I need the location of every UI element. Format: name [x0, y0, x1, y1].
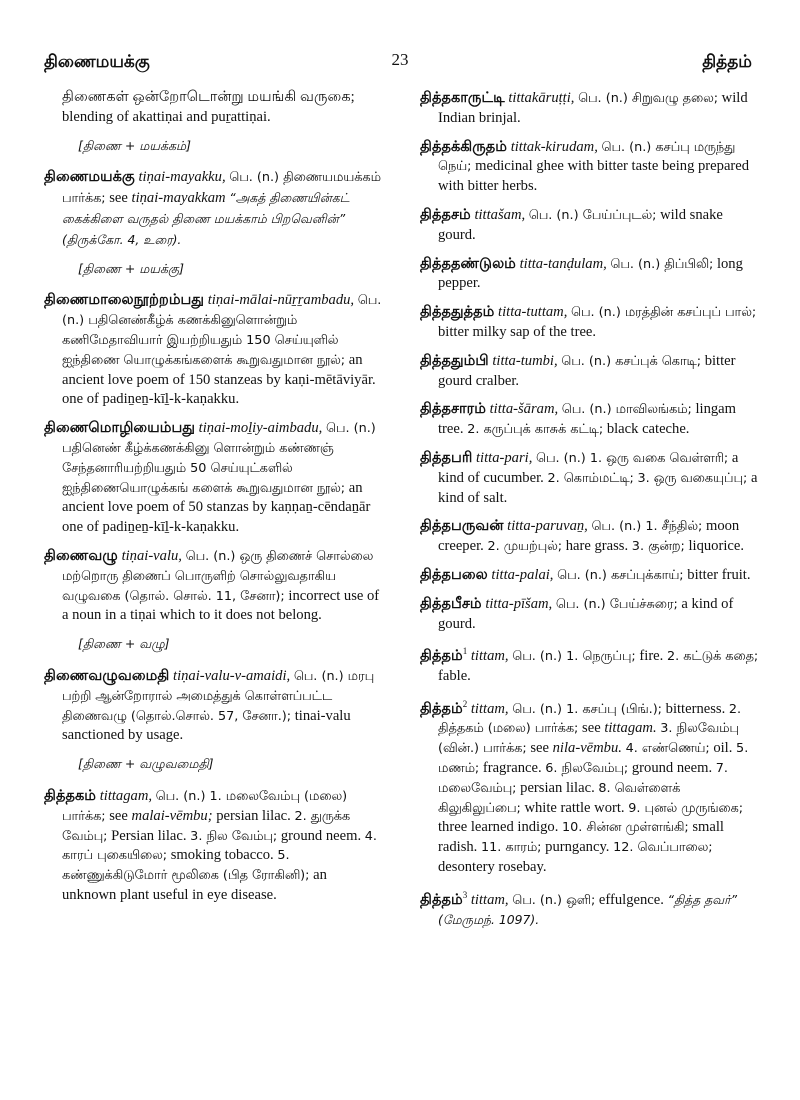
english-definition: fire.	[639, 648, 664, 665]
headword: தித்தகம்	[44, 786, 97, 804]
headword: தித்தபருவன்	[420, 517, 504, 535]
transliteration: tiṇai-mayakku,	[138, 169, 226, 186]
page-number: 23	[391, 50, 409, 69]
tamil-definition: 4. காரப் புகையிலை;	[62, 828, 377, 864]
transliteration: titta-paruvaṉ,	[507, 518, 588, 535]
english-definition: fragrance.	[482, 760, 542, 777]
headword: தித்தம்	[420, 890, 463, 908]
english-definition: wild snake gourd.	[438, 206, 723, 243]
english-definition: an ancient love poem of 150 stanzeas by kaṇi-mētāviyār. one of padiṉeṉ-kīḻ-k-kaṇakku.	[62, 351, 376, 408]
english-text: see	[582, 720, 601, 737]
english-definition: an ancient love poem of 50 stanzas by kaṇṇaṉ-cēndaṉār one of padiṉeṉ-kīḻ-k-kaṇakku.	[62, 479, 371, 536]
dictionary-entry	[44, 418, 384, 538]
english-definition: a kind of gourd.	[438, 595, 734, 632]
transliteration: tittam,	[470, 700, 509, 717]
dictionary-entry	[420, 302, 760, 343]
homonym-number: 2	[462, 698, 468, 709]
transliteration: tittašam,	[474, 206, 526, 223]
dictionary-entry	[44, 786, 384, 906]
english-definition: Persian lilac.	[111, 827, 187, 844]
headword: தித்தபலை	[420, 565, 488, 583]
tamil-definition: 12. வெப்பாலை;	[613, 840, 713, 856]
headword: தித்தபீசம்	[420, 594, 482, 612]
tamil-definition: 8. வெள்ளைக் கிலுகிலுப்பை;	[438, 780, 681, 816]
dictionary-entry	[420, 88, 760, 129]
headword: திணைமயக்கு	[44, 168, 135, 186]
tamil-definition: 2. துருக்க வேம்பு;	[62, 808, 351, 844]
english-definition: medicinal ghee with bitter taste being prepared with bitter herbs.	[438, 158, 750, 195]
english-definition: oil.	[713, 740, 733, 757]
english-definition: bitter gourd cralber.	[438, 352, 736, 389]
transliteration: tiṇai-mayakkam	[131, 190, 226, 207]
english-definition: persian lilac.	[216, 807, 291, 824]
headword: திணைவழுவமைதி	[44, 666, 170, 684]
tamil-definition: பெ. (n.) கசப்பு மருந்து நெய்;	[438, 139, 736, 175]
english-definition: persian lilac.	[520, 779, 595, 796]
transliteration: tiṇai-moḻiy-aimbadu,	[198, 420, 323, 437]
dictionary-entry	[420, 399, 760, 440]
headword: தித்தபரி	[420, 448, 473, 466]
transliteration: tittak-kirudam,	[510, 138, 598, 155]
tamil-definition: 5. கண்ணுக்கிடுமோர் மூலிகை (பித ரோகினி);	[62, 848, 310, 884]
etymology: [திணை + வழுவமைதி]	[78, 756, 214, 772]
english-definition: fable.	[438, 667, 471, 684]
tamil-definition: பெ. (n.) பேய்ப்புடல்;	[528, 207, 657, 223]
dictionary-entry	[420, 351, 760, 392]
english-definition: effulgence.	[598, 891, 664, 908]
english-definition: hare grass.	[565, 538, 629, 555]
tamil-definition: 11. காரம்;	[480, 840, 542, 856]
english-definition: purngancy.	[545, 839, 610, 856]
tamil-definition: பெ. (n.) ஒளி;	[512, 892, 596, 908]
tamil-definition: பெ. (n.) மரபு பற்றி ஆன்றோரால் அமைத்துக் கொள்ளப்பட்ட திணைவழு (தொல்.சொல். 57, சேனா.);	[62, 668, 375, 724]
tamil-definition: பெ. (n.) 1. மலைவேம்பு (மலை) பார்க்க;	[62, 788, 348, 824]
english-definition: moon creeper.	[438, 518, 740, 555]
dictionary-entry	[420, 448, 760, 508]
tamil-definition: 5. மணம்;	[438, 741, 749, 777]
tamil-definition: 3. குன்ற;	[631, 539, 685, 555]
homonym-number: 3	[462, 889, 468, 900]
english-definition: an unknown plant useful in eye disease.	[62, 867, 327, 903]
dictionary-entry	[44, 666, 384, 746]
english-definition: ground neem.	[631, 760, 713, 777]
english-definition: long pepper.	[438, 255, 743, 292]
english-definition: bitter milky sap of the tree.	[438, 323, 597, 340]
dictionary-entry	[420, 254, 760, 295]
dictionary-entry	[44, 167, 384, 250]
headword: தித்ததுத்தம்	[420, 303, 495, 321]
transliteration: titta-pari,	[476, 449, 533, 466]
tamil-definition: 3. நிலவேம்பு (வின்.) பார்க்க;	[438, 721, 739, 757]
tamil-definition: பெ. (n.) திணையமயக்கம் பார்க்க;	[62, 170, 381, 207]
english-definition: wild Indian brinjal.	[438, 90, 748, 126]
english-definition: smoking tobacco.	[170, 847, 274, 864]
english-definition: black cateche.	[606, 421, 690, 438]
headword: தித்தசம்	[420, 205, 471, 223]
transliteration: nila-vēmbu.	[552, 740, 622, 757]
english-definition: lingam tree.	[438, 401, 737, 438]
homonym-number: 1	[462, 646, 468, 657]
dictionary-entry	[420, 695, 760, 878]
transliteration: titta-pīšam,	[485, 595, 553, 612]
english-text: see	[109, 807, 128, 824]
right-column	[420, 88, 760, 939]
transliteration: titta-tanḍulam,	[519, 255, 607, 272]
etymology: [திணை + மயக்கம்]	[78, 137, 191, 153]
transliteration: titta-šāram,	[489, 401, 559, 418]
english-definition: desontery rosebay.	[438, 859, 547, 876]
english-definition: bitterness.	[665, 700, 726, 717]
tamil-definition: பெ. (n.) பதினெண்கீழ்க் கணக்கினுளொன்றும் கணிமேதாவியார் இயற்றியதும் 150 செய்யுளில் ஐந்திணை யொழுக்கங்களைக் கூறுவதுமான நூல்;	[62, 293, 382, 368]
transliteration: tiṇai-mālai-nūṟṟambadu,	[207, 292, 355, 309]
tamil-definition: 10. சின்ன முள்ளங்கி;	[562, 820, 689, 836]
tamil-definition: 3. நில வேம்பு;	[190, 828, 278, 844]
dictionary-entry	[420, 886, 760, 931]
tamil-definition: 4. எண்ணெய்;	[625, 741, 710, 757]
transliteration: tittam,	[470, 891, 509, 908]
transliteration: tittam,	[470, 648, 509, 665]
headword: திணைமொழியைம்பது	[44, 419, 196, 437]
english-definition: liquorice.	[688, 538, 744, 555]
transliteration: titta-tuttam,	[498, 304, 568, 321]
english-definition: white rattle wort.	[524, 799, 625, 816]
dictionary-entry	[420, 565, 760, 586]
tamil-definition: பெ. (n.) பதினெண் கீழ்க்கணக்கினு ளொன்றும் கண்ணஞ் சேந்தனாரியற்றியதும் 50 செய்யுட்களில் ஐந்திணையொழுக்கங் களைக் கூறுவதுமான நூல்;	[62, 421, 376, 496]
tamil-definition: பெ. (n.) திப்பிலி;	[610, 256, 714, 272]
tamil-definition: 2. கட்டுக் கதை;	[666, 649, 759, 665]
tamil-definition: பெ. (n.) மாவிலங்கம்;	[561, 402, 692, 418]
tamil-definition: பெ. (n.) சிறுவழு தலை;	[578, 91, 719, 106]
transliteration: malai-vēmbu;	[131, 807, 213, 824]
left-column	[44, 88, 384, 914]
headword: திணைவழு	[44, 546, 118, 564]
english-definition: ground neem.	[280, 827, 362, 844]
tamil-definition: பெ. (n.) ஒரு திணைச் சொல்லை மற்றொரு திணைப் பொருளிற் சொல்லுவதாகிய வழுவகை (தொல். சொல். 11, சேனா);	[62, 548, 374, 604]
tamil-definition: 3. ஒரு வகையுப்பு;	[637, 470, 748, 486]
dictionary-entry	[420, 516, 760, 557]
tamil-definition: பெ. (n.) பேய்ச்சுரை;	[555, 596, 678, 612]
tamil-definition: 9. புனல் முருங்கை;	[628, 800, 744, 816]
headword: தித்தசாரம்	[420, 400, 486, 418]
etymology: [திணை + மயக்கு]	[78, 260, 184, 276]
running-head-right: தித்தம்	[702, 52, 752, 72]
transliteration: tiṇai-valu-v-amaidi,	[173, 667, 291, 684]
english-text: see	[109, 190, 128, 207]
tamil-definition: 6. நிலவேம்பு;	[545, 761, 629, 777]
tamil-definition: 2. கருப்புக் காசுக் கட்டி;	[467, 422, 604, 438]
transliteration: titta-palai,	[491, 566, 554, 583]
english-definition: a kind of salt.	[438, 469, 758, 506]
dictionary-entry	[420, 137, 760, 197]
tamil-definition: பெ. (n.) கசப்புக் கொடி;	[561, 353, 702, 369]
tamil-definition: 2. கொம்மட்டி;	[547, 470, 634, 486]
etymology: [திணை + வழு]	[78, 636, 170, 652]
tamil-definition: பெ. (n.) 1. சீந்தில்;	[591, 519, 703, 535]
tamil-definition: 7. மலைவேம்பு;	[438, 761, 728, 796]
transliteration: tittakāruṭṭi,	[508, 90, 575, 106]
english-definition: a kind of cucumber.	[438, 449, 739, 486]
continued-entry: திணைகள் ஒன்றோடொன்று மயங்கி வருகை; blending of akattiṇai and puṟattiṇai.	[62, 89, 355, 125]
tamil-definition: பெ. (n.) கசப்புக்காய்;	[557, 567, 684, 583]
english-definition: three learned indigo.	[438, 819, 559, 836]
headword: திணைமாலைநூற்றம்பது	[44, 291, 205, 309]
english-definition: incorrect use of a noun in a tiṇai which to it does not belong.	[62, 587, 380, 624]
dictionary-entry	[420, 205, 760, 246]
dictionary-entry	[44, 290, 384, 410]
tamil-definition: பெ. (n.) 1. கசப்பு (பிங்.);	[512, 701, 662, 717]
transliteration: tittagam.	[604, 720, 657, 737]
tamil-definition: பெ. (n.) மரத்தின் கசப்புப் பால்;	[571, 305, 757, 321]
headword: தித்ததண்டுலம்	[420, 254, 516, 272]
dictionary-entry	[44, 546, 384, 626]
transliteration: tittagam,	[99, 787, 153, 804]
quotation: “அகத் திணையின்கட் கைக்கிளை வருதல் திணை மயக்காம் பிறவெனின்” (திருக்கோ. 4, உரை).	[62, 190, 350, 247]
dictionary-entry	[420, 642, 760, 686]
headword: தித்ததும்பி	[420, 351, 489, 369]
transliteration: tiṇai-valu,	[121, 547, 182, 564]
english-definition: bitter fruit.	[687, 566, 751, 583]
dictionary-entry	[420, 594, 760, 635]
headword: தித்தகாருட்டி	[420, 89, 505, 106]
english-definition: small radish.	[438, 819, 724, 856]
headword: தித்தக்கிருதம்	[420, 137, 508, 155]
tamil-definition: பெ. (n.) 1. ஒரு வகை வெள்ளரி;	[536, 450, 729, 466]
english-definition: tinai-valu sanctioned by usage.	[62, 707, 351, 744]
running-head-left: திணைமயக்கு	[44, 52, 150, 72]
quotation: “தித்த தவர்” (மேருமந். 1097).	[438, 891, 738, 928]
english-text: see	[530, 740, 549, 757]
tamil-definition: 2. முயற்புல்;	[487, 539, 563, 555]
transliteration: titta-tumbi,	[492, 352, 558, 369]
tamil-definition: பெ. (n.) 1. நெருப்பு;	[512, 649, 636, 665]
headword: தித்தம்	[420, 647, 463, 665]
tamil-definition: 2. தித்தகம் (மலை) பார்க்க;	[438, 701, 742, 737]
headword: தித்தம்	[420, 699, 463, 717]
